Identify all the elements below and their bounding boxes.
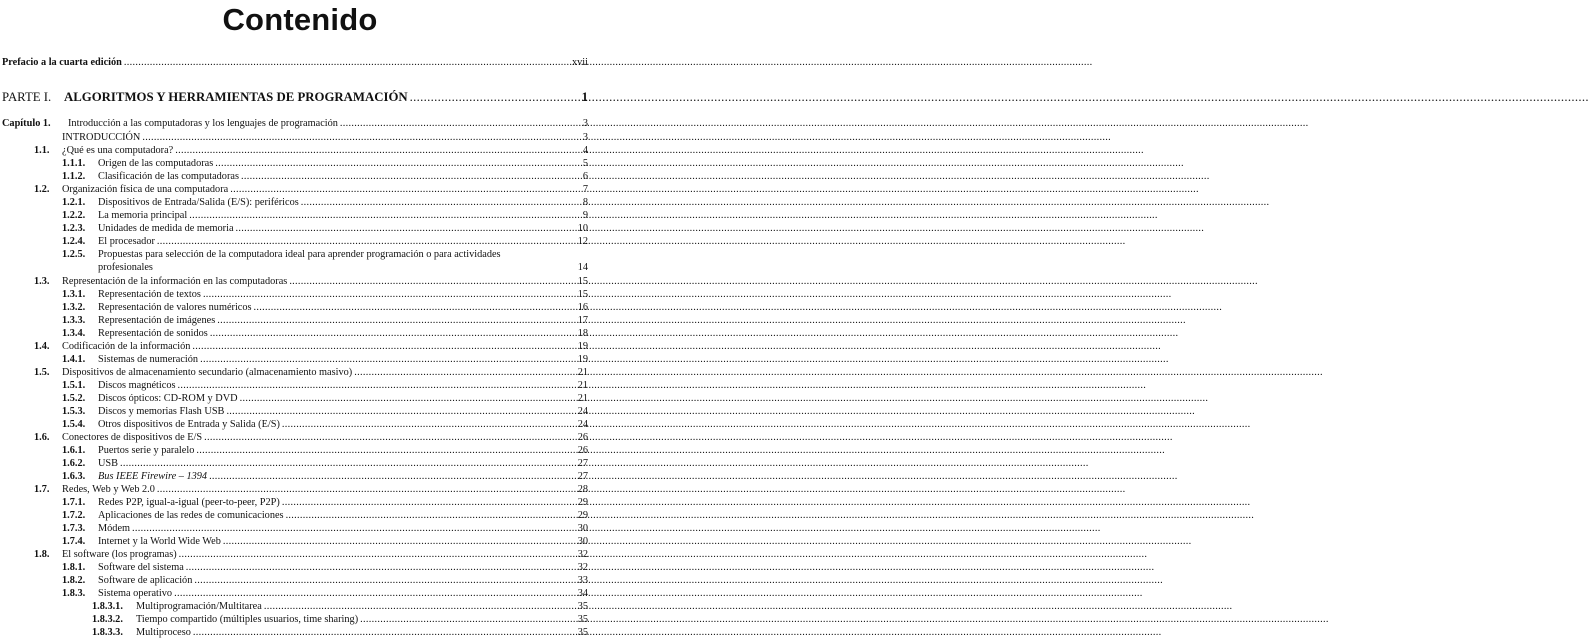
leader-dots [194, 574, 558, 587]
toc-number: 1.1.1. [62, 158, 86, 169]
toc-number: 1.7.4. [62, 536, 86, 547]
leader-dots [354, 366, 558, 379]
toc-entry[interactable] [0, 483, 600, 496]
leader-dots [223, 535, 558, 548]
toc-number: 1.3.2. [62, 302, 86, 313]
leader-dots [178, 379, 559, 392]
toc-label: El procesador [98, 236, 155, 247]
toc-page: 4 [582, 145, 588, 156]
toc-number: 1.4.1. [62, 354, 86, 365]
toc-preface[interactable] [0, 56, 600, 69]
toc-number: 1.5. [34, 367, 50, 378]
toc-entry[interactable] [0, 170, 600, 183]
toc-label: Introducción a las computadoras y los lenguajes de programación [68, 118, 338, 129]
leader-dots [240, 392, 558, 405]
toc-entry[interactable] [0, 405, 600, 418]
leader-dots [196, 444, 558, 457]
toc-number: 1.7.2. [62, 510, 86, 521]
toc-number: 1.3. [34, 276, 50, 287]
toc-entry[interactable] [0, 587, 600, 600]
toc-page: 1 [581, 90, 588, 104]
toc-page: 10 [577, 223, 588, 234]
toc-entry[interactable] [0, 470, 600, 483]
toc-number: 1.2. [34, 184, 50, 195]
leader-dots [189, 209, 558, 222]
toc-entry[interactable] [0, 522, 600, 535]
toc-label: Prefacio a la cuarta edición [2, 57, 122, 68]
toc-page: 6 [582, 171, 588, 182]
toc-entry[interactable] [0, 626, 600, 639]
toc-label: Discos magnéticos [98, 380, 176, 391]
toc-page: 17 [577, 315, 588, 326]
toc-page: 12 [577, 236, 588, 247]
toc-label: Dispositivos de almacenamiento secundario (almacenamiento masivo) [62, 367, 353, 378]
toc-page: 29 [577, 510, 588, 521]
toc-label: Otros dispositivos de Entrada y Salida (E/S) [98, 419, 280, 430]
toc-entry[interactable] [0, 222, 600, 235]
toc-entry[interactable] [0, 509, 600, 522]
toc-number: 1.7.1. [62, 497, 86, 508]
toc-label: Dispositivos de Entrada/Salida (E/S): periféricos [98, 197, 299, 208]
toc-label: Codificación de la información [62, 341, 191, 352]
toc-number: 1.7.3. [62, 523, 86, 534]
toc-number: 1.3.3. [62, 315, 86, 326]
leader-dots [179, 548, 558, 561]
toc-entry[interactable] [0, 196, 600, 209]
toc-page: 30 [577, 536, 588, 547]
toc-entry[interactable] [0, 144, 600, 157]
toc-number: 1.3.1. [62, 289, 86, 300]
leader-dots [204, 431, 558, 444]
toc-page: 19 [577, 354, 588, 365]
toc-page: 9 [582, 210, 588, 221]
toc-number: 1.2.1. [62, 197, 86, 208]
toc-page: 33 [577, 575, 588, 586]
leader-dots [132, 522, 558, 535]
toc-page: 21 [577, 367, 588, 378]
toc-page: 19 [577, 341, 588, 352]
toc-entry[interactable] [0, 327, 600, 340]
toc-number: 1.6. [34, 432, 50, 443]
toc-label: Tiempo compartido (múltiples usuarios, time sharing) [136, 614, 359, 625]
toc-page: 28 [577, 484, 588, 495]
leader-dots [254, 301, 558, 314]
toc-number: 1.8.3. [62, 588, 86, 599]
toc-label: Sistema operativo [98, 588, 173, 599]
toc-entry[interactable] [0, 209, 600, 222]
toc-number: 1.8.3.3. [92, 627, 123, 638]
toc-label: Representación de textos [98, 289, 201, 300]
toc-page: 35 [577, 627, 588, 638]
leader-dots [186, 561, 558, 574]
toc-label: Módem [98, 523, 131, 534]
toc-page: 16 [577, 302, 588, 313]
toc-page: 26 [577, 445, 588, 456]
toc-label: Discos y memorias Flash USB [98, 406, 225, 417]
toc-number: 1.5.3. [62, 406, 86, 417]
leader-dots [289, 275, 558, 288]
leader-dots [410, 89, 558, 105]
toc-page: 27 [577, 471, 588, 482]
toc-label: Software del sistema [98, 562, 184, 573]
toc-entry[interactable] [0, 275, 600, 288]
toc-entry[interactable] [0, 561, 600, 574]
toc-label: Representación de la información en las computadoras [62, 276, 288, 287]
toc-page: 21 [577, 380, 588, 391]
toc-label: Representación de sonidos [98, 328, 208, 339]
leader-dots [241, 170, 558, 183]
leader-dots [282, 496, 558, 509]
toc-label: Redes, Web y Web 2.0 [62, 484, 155, 495]
toc-label: Redes P2P, igual-a-igual (peer-to-peer, P2P) [98, 497, 280, 508]
toc-number: 1.2.4. [62, 236, 86, 247]
toc-page: 26 [577, 432, 588, 443]
toc-page: 3 [582, 132, 588, 143]
toc-entry[interactable] [0, 535, 600, 548]
toc-label: El software (los programas) [62, 549, 177, 560]
toc-number: 1.6.2. [62, 458, 86, 469]
toc-label: Puertos serie y paralelo [98, 445, 195, 456]
toc-label: Conectores de dispositivos de E/S [62, 432, 203, 443]
toc-entry[interactable] [0, 379, 600, 392]
toc-page: 15 [577, 276, 588, 287]
toc-page: 5 [582, 158, 588, 169]
leader-dots [360, 613, 558, 626]
toc-number: PARTE I. [2, 90, 52, 104]
toc-number: 1.5.4. [62, 419, 86, 430]
toc-number: 1.5.2. [62, 393, 86, 404]
toc-number: 1.4. [34, 341, 50, 352]
toc-number: 1.2.2. [62, 210, 86, 221]
toc-entry[interactable] [0, 613, 600, 626]
toc-label: Unidades de medida de memoria [98, 223, 234, 234]
toc-chapter[interactable] [0, 117, 600, 130]
leader-dots [236, 222, 558, 235]
leader-dots [203, 288, 558, 301]
toc-page: 18 [577, 328, 588, 339]
toc-page: 7 [582, 184, 588, 195]
toc-label: Representación de imágenes [98, 315, 216, 326]
toc-entry[interactable] [0, 314, 600, 327]
toc-entry[interactable] [0, 248, 600, 274]
toc-label: La memoria principal [98, 210, 188, 221]
toc-entry[interactable] [0, 157, 600, 170]
toc-label: ALGORITMOS Y HERRAMIENTAS DE PROGRAMACIÓN [64, 90, 408, 104]
toc-number: 1.3.4. [62, 328, 86, 339]
toc-entry[interactable] [0, 418, 600, 431]
toc-page: 32 [577, 562, 588, 573]
toc-label: Software de aplicación [98, 575, 193, 586]
leader-dots [215, 157, 558, 170]
toc-label: Clasificación de las computadoras [98, 171, 239, 182]
leader-dots [193, 626, 558, 639]
leader-dots [120, 457, 558, 470]
toc-page: 27 [577, 458, 588, 469]
toc-entry[interactable] [0, 340, 600, 353]
leader-dots [142, 131, 558, 144]
leader-dots [282, 418, 558, 431]
leader-dots [340, 117, 558, 130]
toc-number: 1.8.3.1. [92, 601, 123, 612]
leader-dots [124, 56, 558, 69]
toc-number: 1.2.5. [62, 249, 86, 260]
toc-page: xvii [571, 57, 588, 68]
toc-entry[interactable] [0, 600, 600, 613]
leader-dots [264, 600, 558, 613]
toc-page: 24 [577, 419, 588, 430]
leader-dots [230, 183, 558, 196]
toc-label: Internet y la World Wide Web [98, 536, 221, 547]
toc-part[interactable] [0, 89, 600, 105]
leader-dots [209, 470, 558, 483]
toc-number: 1.8.1. [62, 562, 86, 573]
toc-entry[interactable] [0, 457, 600, 470]
toc-number: 1.5.1. [62, 380, 86, 391]
toc-entry[interactable] [0, 548, 600, 561]
leader-dots [192, 340, 558, 353]
toc-label: Sistemas de numeración [98, 354, 199, 365]
toc-page: 35 [577, 614, 588, 625]
toc-page: 21 [577, 393, 588, 404]
leader-dots [200, 353, 558, 366]
toc-entry[interactable] [0, 288, 600, 301]
leader-dots [217, 314, 558, 327]
toc-number: 1.6.1. [62, 445, 86, 456]
leader-dots [301, 196, 558, 209]
toc-number: 1.8.3.2. [92, 614, 123, 625]
toc-page: 15 [577, 289, 588, 300]
toc-page: 3 [582, 118, 588, 129]
toc-page: 8 [582, 197, 588, 208]
page-title: Contenido [222, 2, 378, 37]
leader-dots [210, 327, 558, 340]
toc-label: USB [98, 458, 119, 469]
toc-label: ¿Qué es una computadora? [62, 145, 174, 156]
toc-page: 34 [577, 588, 588, 599]
toc-entry[interactable] [0, 366, 600, 379]
toc-entry[interactable] [0, 444, 600, 457]
toc-entry[interactable] [0, 131, 600, 144]
leader-dots [174, 587, 558, 600]
toc-entry[interactable] [0, 392, 600, 405]
toc-number: 1.6.3. [62, 471, 86, 482]
toc-number: 1.1.2. [62, 171, 86, 182]
toc-entry[interactable] [0, 431, 600, 444]
toc-page: 29 [577, 497, 588, 508]
toc-number: Capítulo 1. [2, 118, 51, 129]
toc-entry[interactable] [0, 183, 600, 196]
toc-page: 24 [577, 406, 588, 417]
leader-dots [175, 144, 558, 157]
toc-label: Organización física de una computadora [62, 184, 229, 195]
toc-entry[interactable] [0, 301, 600, 314]
toc-entry[interactable] [0, 574, 600, 587]
toc-label: Propuestas para selección de la computadora ideal para aprender programación o para actividades profesionales [98, 249, 501, 273]
toc-label: Discos ópticos: CD-ROM y DVD [98, 393, 238, 404]
toc-entry[interactable] [0, 235, 600, 248]
toc-label: Bus IEEE Firewire – 1394 [98, 471, 208, 482]
toc-label: Representación de valores numéricos [98, 302, 252, 313]
toc-number: 1.8.2. [62, 575, 86, 586]
toc-entry[interactable] [0, 353, 600, 366]
toc-number: 1.2.3. [62, 223, 86, 234]
toc-number: 1.1. [34, 145, 50, 156]
toc-entry[interactable] [0, 496, 600, 509]
toc-number: 1.7. [34, 484, 50, 495]
toc-page: 30 [577, 523, 588, 534]
leader-dots [226, 405, 558, 418]
leader-dots [157, 483, 558, 496]
toc-label: Origen de las computadoras [98, 158, 214, 169]
toc-label: Aplicaciones de las redes de comunicaciones [98, 510, 284, 521]
leader-dots [157, 235, 558, 248]
toc-label: Multiprogramación/Multitarea [136, 601, 262, 612]
toc-label: INTRODUCCIÓN [62, 132, 141, 143]
toc-page: 32 [577, 549, 588, 560]
toc-page: 35 [577, 601, 588, 612]
toc-number: 1.8. [34, 549, 50, 560]
toc-page: 14 [577, 262, 588, 273]
leader-dots [286, 509, 558, 522]
toc-label: Multiproceso [136, 627, 191, 638]
